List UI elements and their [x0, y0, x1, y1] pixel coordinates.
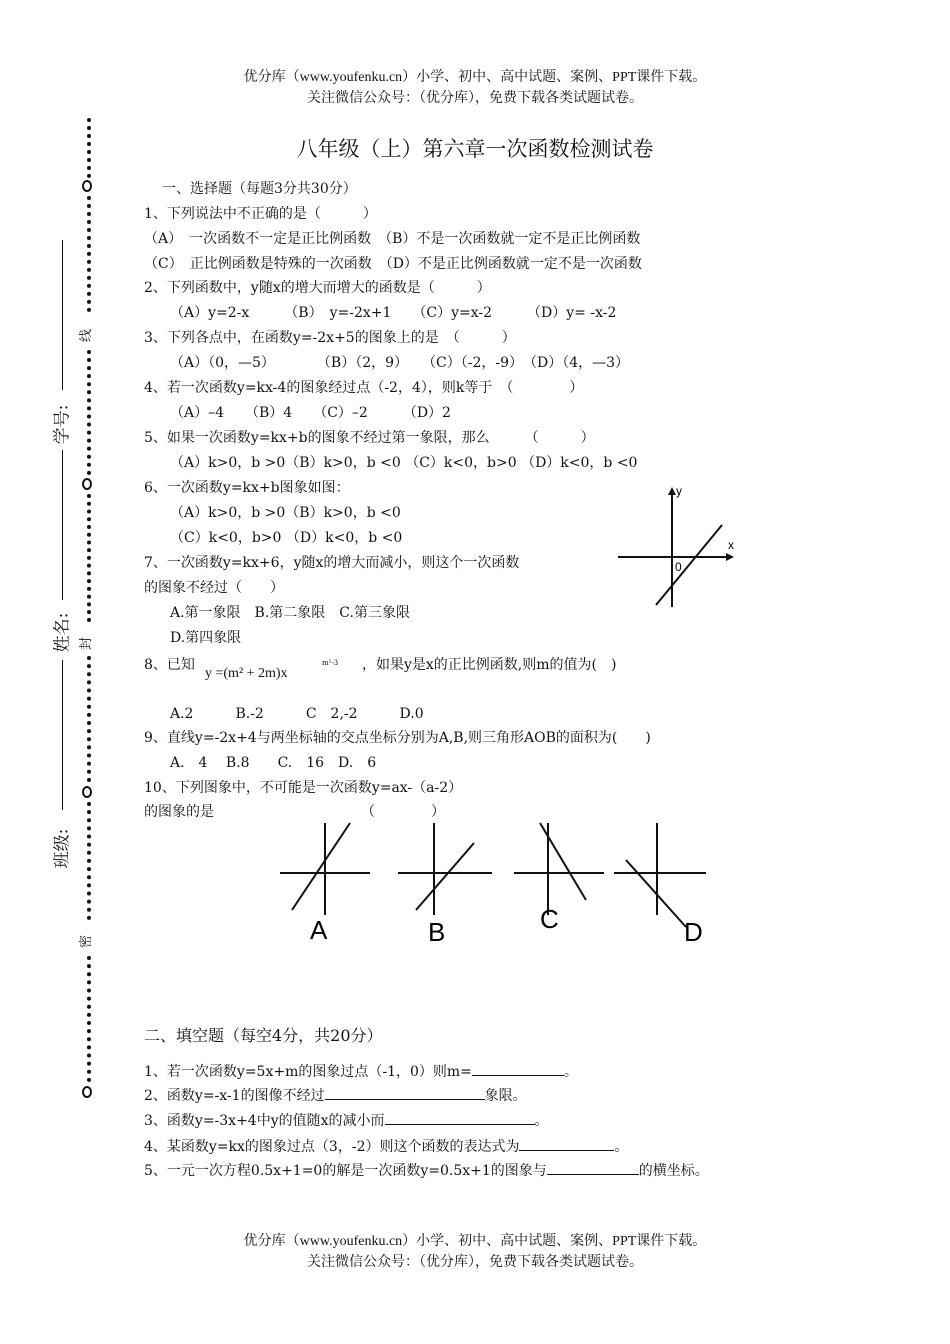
- dotted-line: [87, 196, 91, 312]
- question-8-suffix: ，如果y是x的正比例函数,则m的值为( ): [362, 657, 617, 673]
- binding-label-xian: 线: [79, 328, 95, 343]
- graph-c-label: C: [540, 904, 559, 934]
- fill-question-5-end: 的横坐标。: [638, 1163, 709, 1179]
- answer-blank[interactable]: [385, 1110, 535, 1125]
- question-2: 2、下列函数中，y随x的增大而增大的函数是（ ）: [144, 280, 491, 296]
- question-6-options-cd: （C）k<0，b>0 （D）k<0，b <0: [170, 530, 403, 546]
- fill-question-4-end: 。: [614, 1139, 629, 1155]
- name-write-line: [62, 660, 63, 810]
- binding-circle-mark: [82, 1086, 92, 1098]
- question-1-options-ab: （A） 一次函数不一定是正比例函数 （B）不是一次函数就一定不是正比例函数: [144, 231, 641, 247]
- y-axis-label: y: [676, 485, 682, 498]
- binding-label-mi: 密: [79, 934, 95, 949]
- footer-line-1: 优分库（www.youfenku.cn）小学、初中、高中试题、案例、PPT课件下载。: [243, 1234, 707, 1249]
- question-10-line-1: 10、下列图象中，不可能是一次函数y=ax-（a-2）: [144, 780, 463, 796]
- question-7-line-2: 的图象不经过（ ）: [144, 580, 284, 596]
- dotted-line: [87, 350, 91, 475]
- question-8-exponent: m²-3: [322, 659, 339, 667]
- binding-circle-mark: [82, 180, 92, 192]
- fill-question-5-text: 5、一元一次方程0.5x+1=0的解是一次函数y=0.5x+1的图象与: [144, 1163, 547, 1179]
- question-2-options: （A）y=2-x （B） y=-2x+1 （C）y=x-2 （D）y= -x-2: [170, 305, 617, 321]
- section2-heading: 二、填空题（每空4分，共20分）: [144, 1026, 383, 1045]
- fill-question-2-text: 2、函数y=-x-1的图像不经过: [144, 1088, 325, 1104]
- section1-heading: 一、选择题（每题3分共30分）: [162, 181, 357, 197]
- binding-circle-mark: [82, 786, 92, 798]
- fill-question-1-end: 。: [563, 1064, 578, 1080]
- question-7-options-abc: A.第一象限 B.第二象限 C.第三象限: [170, 605, 410, 621]
- question-7-option-d: D.第四象限: [170, 630, 242, 646]
- dotted-line: [87, 656, 91, 782]
- graph-b-label: B: [428, 917, 446, 947]
- student-name-label: 姓名:: [52, 612, 73, 653]
- question-7-line-1: 7、一次函数y=kx+6，y随x的增大而减小，则这个一次函数: [144, 555, 520, 571]
- answer-blank[interactable]: [519, 1136, 614, 1151]
- question-10-graphs: [270, 815, 720, 950]
- class-label: 班级:: [52, 828, 73, 869]
- question-9: 9、直线y=-2x+4与两坐标轴的交点坐标分别为A,B,则三角形AOB的面积为( ): [144, 730, 651, 746]
- question-5: 5、如果一次函数y=kx+b的图象不经过第一象限，那么 （ ）: [144, 430, 595, 446]
- function-line: [656, 525, 722, 605]
- footer-line-2: 关注微信公众号：（优分库），免费下载各类试题试卷。: [307, 1255, 643, 1270]
- name-write-line: [62, 240, 63, 390]
- question-8-formula: y =(m² + 2m)x: [205, 666, 288, 681]
- dotted-line: [87, 494, 91, 622]
- fill-question-5: [144, 1160, 709, 1180]
- binding-circle-mark: [82, 478, 92, 490]
- student-number-label: 学号:: [52, 404, 73, 445]
- fill-question-4-text: 4、某函数y=kx的图象过点（3，-2）则这个函数的表达式为: [144, 1139, 520, 1155]
- question-1: 1、下列说法中不正确的是（ ）: [144, 206, 377, 222]
- x-axis-label: x: [728, 538, 734, 552]
- question-1-options-cd: （C） 正比例函数是特殊的一次函数 （D）不是正比例函数就一定不是一次函数: [144, 256, 642, 272]
- header-line-1: 优分库（www.youfenku.cn）小学、初中、高中试题、案例、PPT课件下载。: [243, 70, 707, 85]
- answer-blank[interactable]: [547, 1160, 639, 1175]
- graph-c: [514, 823, 604, 934]
- fill-question-4: [144, 1136, 628, 1156]
- fill-question-1-text: 1、若一次函数y=5x+m的图象过点（-1，0）则m=: [144, 1064, 472, 1080]
- dotted-line: [87, 802, 91, 920]
- fill-question-2-end: 象限。: [484, 1088, 527, 1104]
- question-8-options: A.2 B.-2 C 2,-2 D.0: [170, 706, 424, 722]
- question-6: 6、一次函数y=kx+b图象如图：: [144, 480, 350, 496]
- x-axis-arrow-icon: [726, 553, 734, 561]
- fill-question-3: [144, 1110, 549, 1130]
- question-6-graph: [610, 485, 750, 610]
- page-title: 八年级（上）第六章一次函数检测试卷: [296, 137, 654, 161]
- y-axis-arrow-icon: [668, 487, 676, 495]
- question-8-prefix: 8、已知: [144, 657, 195, 673]
- answer-blank[interactable]: [325, 1085, 485, 1100]
- origin-label: 0: [675, 560, 682, 574]
- graph-d: [614, 823, 706, 947]
- question-6-options-ab: （A）k>0，b >0（B）k>0，b <0: [170, 505, 401, 521]
- name-write-line: [62, 450, 63, 600]
- fill-question-1: [144, 1061, 578, 1081]
- question-5-options: （A）k>0，b >0（B）k>0，b <0 （C）k<0，b>0 （D）k<0，b <0: [170, 455, 638, 471]
- fill-question-3-end: 。: [534, 1113, 549, 1129]
- binding-label-feng: 封: [79, 636, 95, 651]
- question-3-options: （A）（0，—5） （B）（2，9） （C）（-2，-9） （D）（4，—3）: [170, 355, 630, 371]
- question-4: 4、若一次函数y=kx-4的图象经过点（-2，4），则k等于 （ ）: [144, 380, 584, 396]
- graph-a-label: A: [310, 915, 328, 945]
- question-9-options: A. 4 B.8 C. 16 D. 6: [170, 755, 377, 771]
- dotted-line: [87, 956, 91, 1082]
- graph-a: [280, 823, 370, 945]
- answer-blank[interactable]: [472, 1061, 564, 1076]
- fill-question-3-text: 3、函数y=-3x+4中y的值随x的减小而: [144, 1113, 385, 1129]
- fill-question-2: [144, 1085, 527, 1105]
- question-4-options: （A）–4 （B）4 （C）–2 （D）2: [170, 405, 451, 421]
- question-10-line-2: 的图象的是 （ ）: [144, 804, 445, 820]
- graph-b: [398, 823, 492, 947]
- graph-d-label: D: [684, 917, 703, 947]
- question-3: 3、下列各点中，在函数y=-2x+5的图象上的是 （ ）: [144, 330, 516, 346]
- header-line-2: 关注微信公众号：（优分库），免费下载各类试题试卷。: [307, 91, 643, 106]
